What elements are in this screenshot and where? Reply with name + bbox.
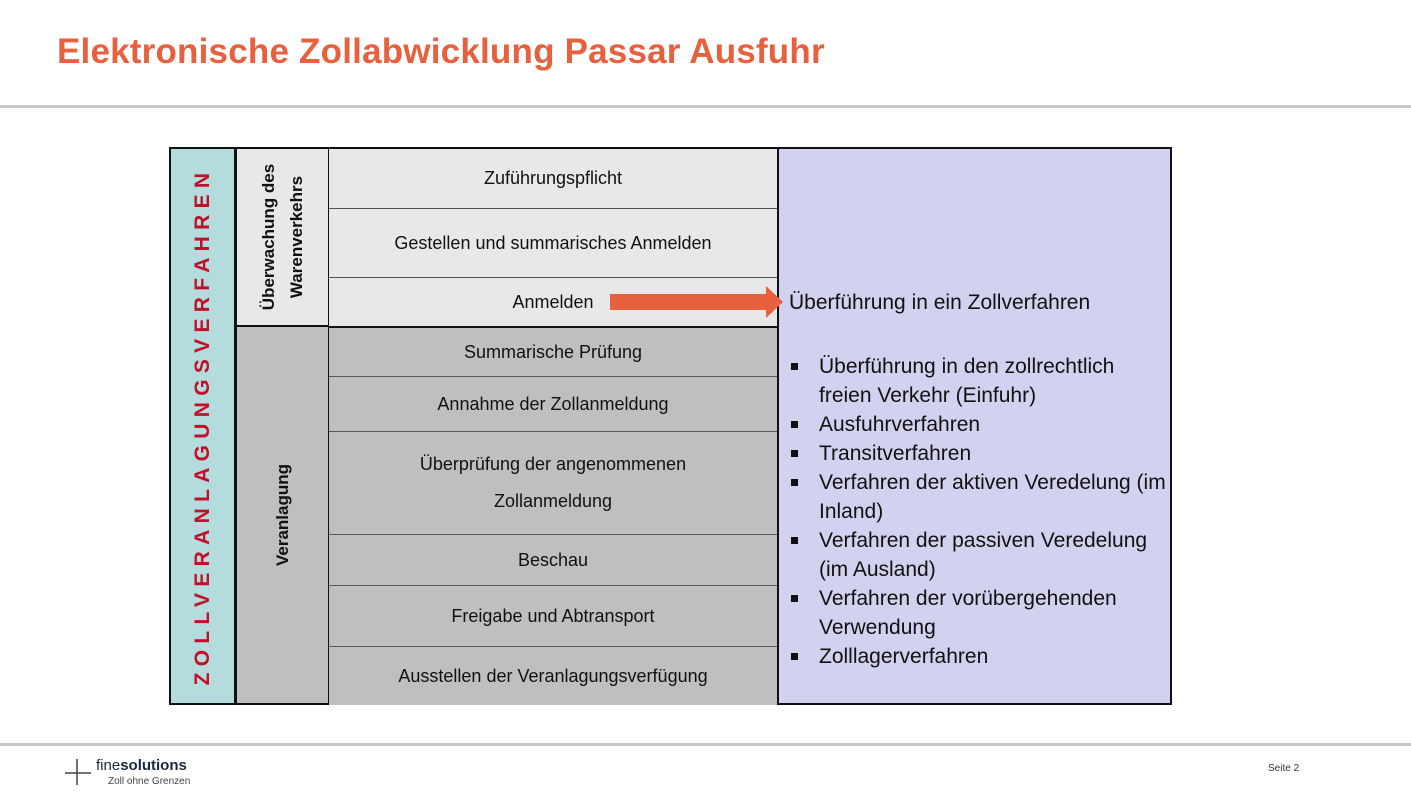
list-item-text: Überführung in den zollrechtlich freien Verkehr (Einfuhr) bbox=[819, 355, 1115, 407]
step-cell: Anmelden bbox=[329, 277, 777, 327]
step-cell: Annahme der Zollanmeldung bbox=[329, 376, 777, 431]
list-item bbox=[789, 584, 1169, 642]
list-item bbox=[789, 642, 1169, 671]
slide-title: Elektronische Zollabwicklung Passar Ausfuhr bbox=[57, 32, 825, 71]
square-bullet-icon bbox=[791, 653, 798, 660]
step-cell: Gestellen und summarisches Anmelden bbox=[329, 208, 777, 277]
square-bullet-icon bbox=[791, 537, 798, 544]
sub-column-assessment bbox=[235, 325, 330, 705]
sub-column-monitoring-line1: Überwachung des bbox=[258, 163, 278, 311]
arrow-right-icon bbox=[610, 286, 783, 318]
step-cell: Überprüfung der angenommenen Zollanmeldung bbox=[329, 431, 777, 534]
list-item bbox=[789, 410, 1169, 439]
step-cell: Summarische Prüfung bbox=[329, 326, 777, 376]
page-number: Seite 2 bbox=[1268, 763, 1300, 774]
process-steps bbox=[329, 147, 779, 705]
sub-column-assessment-label: Veranlagung bbox=[272, 463, 292, 567]
step-cell: Freigabe und Abtransport bbox=[329, 585, 777, 646]
logo-name bbox=[96, 757, 187, 774]
procedures-list bbox=[789, 352, 1169, 671]
square-bullet-icon bbox=[791, 595, 798, 602]
main-column bbox=[169, 147, 236, 705]
list-item bbox=[789, 439, 1169, 468]
square-bullet-icon bbox=[791, 421, 798, 428]
bottom-divider bbox=[0, 743, 1411, 746]
list-item-text: Zolllagerverfahren bbox=[819, 645, 989, 668]
procedures-panel bbox=[777, 147, 1172, 705]
procedures-heading: Überführung in ein Zollverfahren bbox=[789, 291, 1091, 314]
list-item-text: Transitverfahren bbox=[819, 442, 972, 465]
list-item-text: Verfahren der passiven Veredelung (im Ausland) bbox=[819, 529, 1148, 581]
list-item bbox=[789, 352, 1169, 410]
main-column-label: ZOLLVERANLAGUNGSVERFAHREN bbox=[190, 166, 214, 686]
sub-column-monitoring bbox=[235, 147, 330, 327]
list-item-text: Verfahren der aktiven Veredelung (im Inland) bbox=[819, 471, 1166, 523]
square-bullet-icon bbox=[791, 363, 798, 370]
list-item bbox=[789, 526, 1169, 584]
company-logo bbox=[63, 757, 223, 789]
square-bullet-icon bbox=[791, 450, 798, 457]
sub-column-monitoring-line2: Warenverkehrs bbox=[286, 175, 306, 299]
step-cell: Ausstellen der Veranlagungsverfügung bbox=[329, 646, 777, 705]
logo-name-bold: solutions bbox=[120, 757, 187, 774]
list-item bbox=[789, 468, 1169, 526]
logo-name-light: fine bbox=[96, 757, 121, 774]
logo-tagline: Zoll ohne Grenzen bbox=[108, 776, 191, 787]
step-cell: Zuführungspflicht bbox=[329, 149, 777, 208]
top-divider bbox=[0, 105, 1411, 108]
step-cell: Beschau bbox=[329, 534, 777, 585]
list-item-text: Ausfuhrverfahren bbox=[819, 413, 981, 436]
logo-mark-icon bbox=[63, 757, 93, 787]
sub-column-monitoring-label bbox=[255, 164, 311, 310]
list-item-text: Verfahren der vorübergehenden Verwendung bbox=[819, 587, 1117, 639]
square-bullet-icon bbox=[791, 479, 798, 486]
